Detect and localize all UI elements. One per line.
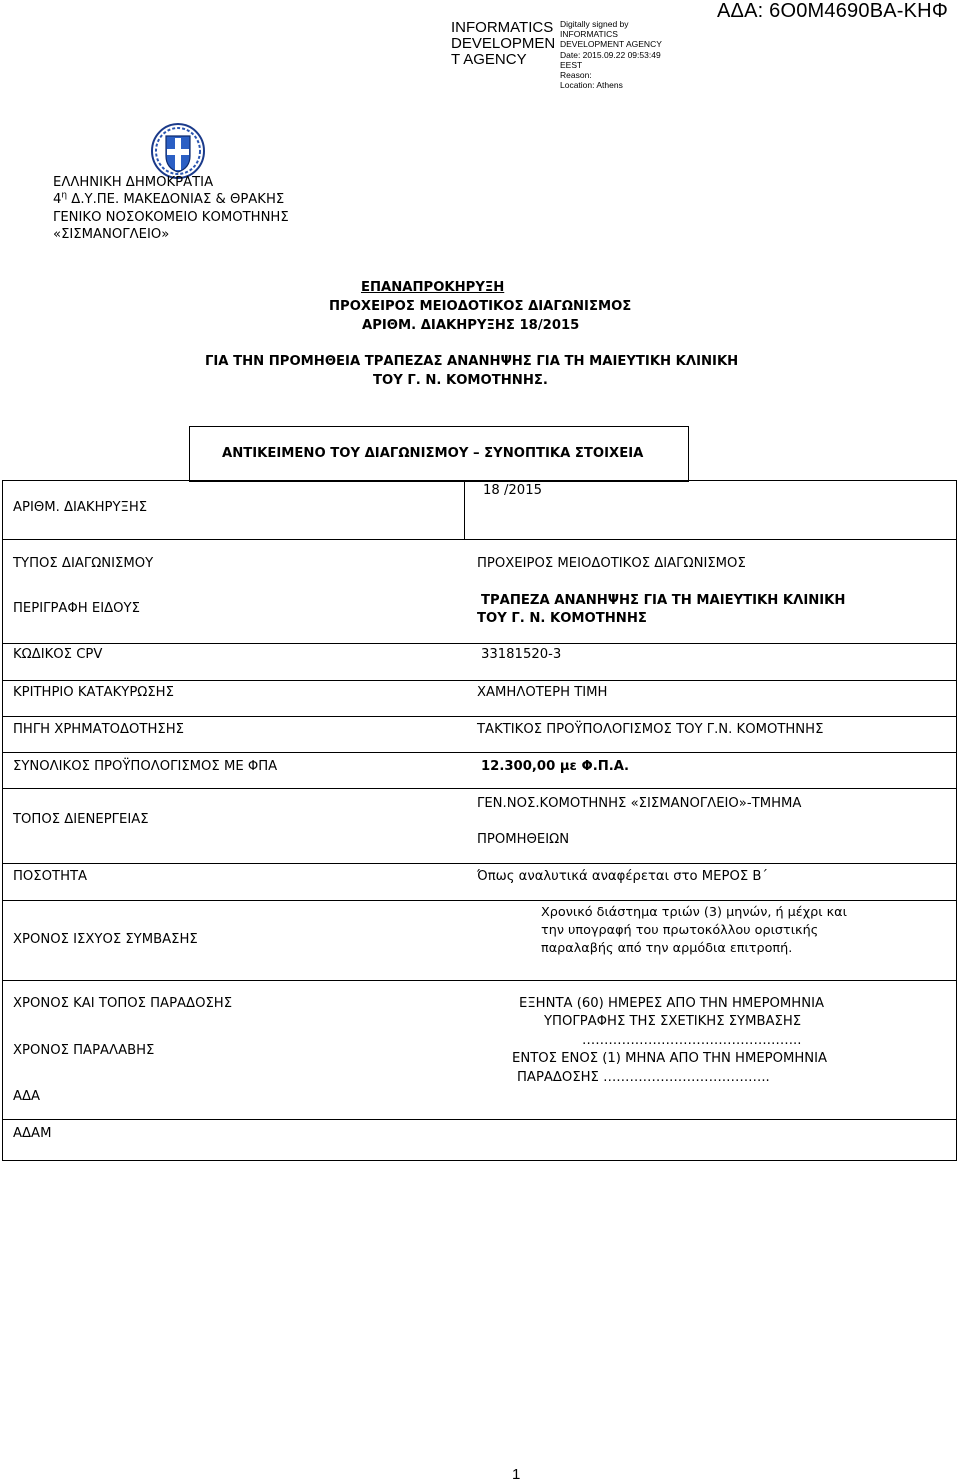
label-total-budget: ΣΥΝΟΛΙΚΟΣ ΠΡΟΫΠΟΛΟΓΙΣΜΟΣ ΜΕ ΦΠΑ <box>13 759 278 774</box>
title-declaration-number: ΑΡΙΘΜ. ΔΙΑΚΗΡΥΞΗΣ 18/2015 <box>362 318 580 333</box>
value-declaration-number: 18 /2015 <box>483 483 542 498</box>
label-tender-type: ΤΥΠΟΣ ΔΙΑΓΩΝΙΣΜΟΥ <box>13 556 154 571</box>
value-funding-source: ΤΑΚΤΙΚΟΣ ΠΡΟΫΠΟΛΟΓΙΣΜΟΣ ΤΟΥ Γ.Ν. ΚΟΜΟΤΗΝΗΣ <box>477 722 824 737</box>
title-subject: ΓΙΑ ΤΗΝ ΠΡΟΜΗΘΕΙΑ ΤΡΑΠΕΖΑΣ ΑΝΑΝΗΨΗΣ ΓΙΑ ΤΗ ΜΑΙΕΥΤΙΚΗ ΚΛΙΝΙΚΗ <box>205 354 739 369</box>
label-quantity: ΠΟΣΟΤΗΤΑ <box>13 869 88 884</box>
value-contract-validity-line2: την υπογραφή του πρωτοκόλλου οριστικής <box>541 923 819 938</box>
signature-detail-line: EEST <box>560 59 583 70</box>
table-divider <box>2 539 957 540</box>
value-contract-validity-line3: παραλαβής από την αρμόδια επιτροπή. <box>541 941 793 956</box>
label-tender-location: ΤΟΠΟΣ ΔΙΕΝΕΡΓΕΙΑΣ <box>13 812 149 827</box>
table-heading: ΑΝΤΙΚΕΙΜΕΝΟ ΤΟΥ ΔΙΑΓΩΝΙΣΜΟΥ – ΣΥΝΟΠΤΙΚΑ ΣΤΟΙΧΕΙΑ <box>222 446 644 461</box>
value-delivery-time-place-line2: ΥΠΟΓΡΑΦΗΣ ΤΗΣ ΣΧΕΤΙΚΗΣ ΣΥΜΒΑΣΗΣ <box>544 1014 802 1029</box>
table-divider <box>2 716 957 717</box>
signature-name-line: INFORMATICS <box>451 19 554 36</box>
label-award-criterion: ΚΡΙΤΗΡΙΟ ΚΑΤΑΚΥΡΩΣΗΣ <box>13 685 174 700</box>
table-divider <box>2 788 957 789</box>
label-cpv-code: ΚΩΔΙΚΟΣ CPV <box>13 647 103 662</box>
signature-detail-line: Location: Athens <box>560 80 623 91</box>
value-item-description: ΤΡΑΠΕΖΑ ΑΝΑΝΗΨΗΣ ΓΙΑ ΤΗ ΜΑΙΕΥΤΙΚΗ ΚΛΙΝΙΚΗ <box>481 593 846 608</box>
issuer-country: ΕΛΛΗΝΙΚΗ ΔΗΜΟΚΡΑΤΙΑ <box>53 175 214 190</box>
label-item-description: ΠΕΡΙΓΡΑΦΗ ΕΙΔΟΥΣ <box>13 601 140 616</box>
title-tender-type: ΠΡΟΧΕΙΡΟΣ ΜΕΙΟΔΟΤΙΚΟΣ ΔΙΑΓΩΝΙΣΜΟΣ <box>329 299 632 314</box>
signature-detail-line: Reason: <box>560 70 592 81</box>
greek-coat-of-arms-icon <box>150 122 206 180</box>
table-divider <box>2 752 957 753</box>
label-funding-source: ΠΗΓΗ ΧΡΗΜΑΤΟΔΟΤΗΣΗΣ <box>13 722 184 737</box>
table-divider <box>464 480 465 540</box>
issuer-health-region <box>53 191 289 208</box>
signature-name-line: T AGENCY <box>451 51 527 68</box>
label-receipt-time: ΧΡΟΝΟΣ ΠΑΡΑΛΑΒΗΣ <box>13 1043 155 1058</box>
issuer-block <box>53 174 289 244</box>
value-total-budget: 12.300,00 με Φ.Π.Α. <box>481 759 629 774</box>
signature-detail-line: Digitally signed by <box>560 19 629 29</box>
ada-header: ΑΔΑ: 6Ο0Μ4690ΒΑ-ΚΗΦ <box>717 0 948 22</box>
table-divider <box>2 1119 957 1120</box>
signature-detail-line: INFORMATICS <box>560 29 618 40</box>
signature-name-line: DEVELOPMEN <box>451 35 556 52</box>
label-declaration-number: ΑΡΙΘΜ. ΔΙΑΚΗΡΥΞΗΣ <box>13 500 148 515</box>
issuer-hospital-name: «ΣΙΣΜΑΝΟΓΛΕΙΟ» <box>53 227 170 243</box>
label-delivery-time-place: ΧΡΟΝΟΣ ΚΑΙ ΤΟΠΟΣ ΠΑΡΑΔΟΣΗΣ <box>13 996 233 1011</box>
issuer-region-superscript: η <box>61 191 68 202</box>
title-subject-hospital: ΤΟΥ Γ. Ν. ΚΟΜΟΤΗΝΗΣ. <box>373 373 548 388</box>
table-divider <box>2 680 957 681</box>
value-cpv-code: 33181520-3 <box>481 647 562 662</box>
label-contract-validity: ΧΡΟΝΟΣ ΙΣΧΥΟΣ ΣΥΜΒΑΣΗΣ <box>13 932 198 947</box>
issuer-hospital: ΓΕΝΙΚΟ ΝΟΣΟΚΟΜΕΙΟ ΚΟΜΟΤΗΝΗΣ <box>53 209 289 225</box>
value-quantity: Όπως αναλυτικά αναφέρεται στο ΜΕΡΟΣ Β΄ <box>477 869 769 884</box>
value-receipt-time-line2: ΠΑΡΑΔΟΣΗΣ ……………………………….. <box>517 1070 770 1085</box>
title-reannouncement: ΕΠΑΝΑΠΡΟΚΗΡΥΞΗ <box>361 280 505 295</box>
value-contract-validity: Χρονικό διάστημα τριών (3) μηνών, ή μέχρι και <box>541 905 847 920</box>
value-item-description-hospital: ΤΟΥ Γ. Ν. ΚΟΜΟΤΗΝΗΣ <box>477 611 647 626</box>
table-divider <box>2 643 957 644</box>
value-tender-type: ΠΡΟΧΕΙΡΟΣ ΜΕΙΟΔΟΤΙΚΟΣ ΔΙΑΓΩΝΙΣΜΟΣ <box>477 556 746 571</box>
table-divider <box>2 980 957 981</box>
signature-name <box>451 20 561 68</box>
table-divider <box>2 863 957 864</box>
signature-detail-line: Date: 2015.09.22 09:53:49 <box>560 49 661 60</box>
value-delivery-time-place: ΕΞΗΝΤΑ (60) ΗΜΕΡΕΣ ΑΠΟ ΤΗΝ ΗΜΕΡΟΜΗΝΙΑ <box>519 996 824 1011</box>
page-number: 1 <box>512 1466 521 1483</box>
issuer-region-name: Δ.Υ.ΠΕ. ΜΑΚΕΔΟΝΙΑΣ & ΘΡΑΚΗΣ <box>67 192 285 208</box>
signature-detail-line: DEVELOPMENT AGENCY <box>560 39 662 50</box>
value-award-criterion: ΧΑΜΗΛΟΤΕΡΗ ΤΙΜΗ <box>477 685 608 700</box>
table-divider <box>2 900 957 901</box>
issuer-region-number: 4 <box>53 192 62 208</box>
value-receipt-time: ΕΝΤΟΣ ΕΝΟΣ (1) ΜΗΝΑ ΑΠΟ ΤΗΝ ΗΜΕΡΟΜΗΝΙΑ <box>512 1051 828 1066</box>
value-tender-location: ΓΕΝ.ΝΟΣ.ΚΟΜΟΤΗΝΗΣ «ΣΙΣΜΑΝΟΓΛΕΙΟ»-ΤΜΗΜΑ <box>477 796 802 811</box>
label-adam: ΑΔΑΜ <box>13 1126 52 1141</box>
signature-details <box>560 19 680 90</box>
label-ada: ΑΔΑ <box>13 1089 41 1104</box>
value-delivery-dots: ………………………………………….. <box>582 1033 802 1048</box>
value-tender-location-department: ΠΡΟΜΗΘΕΙΩΝ <box>477 832 570 847</box>
